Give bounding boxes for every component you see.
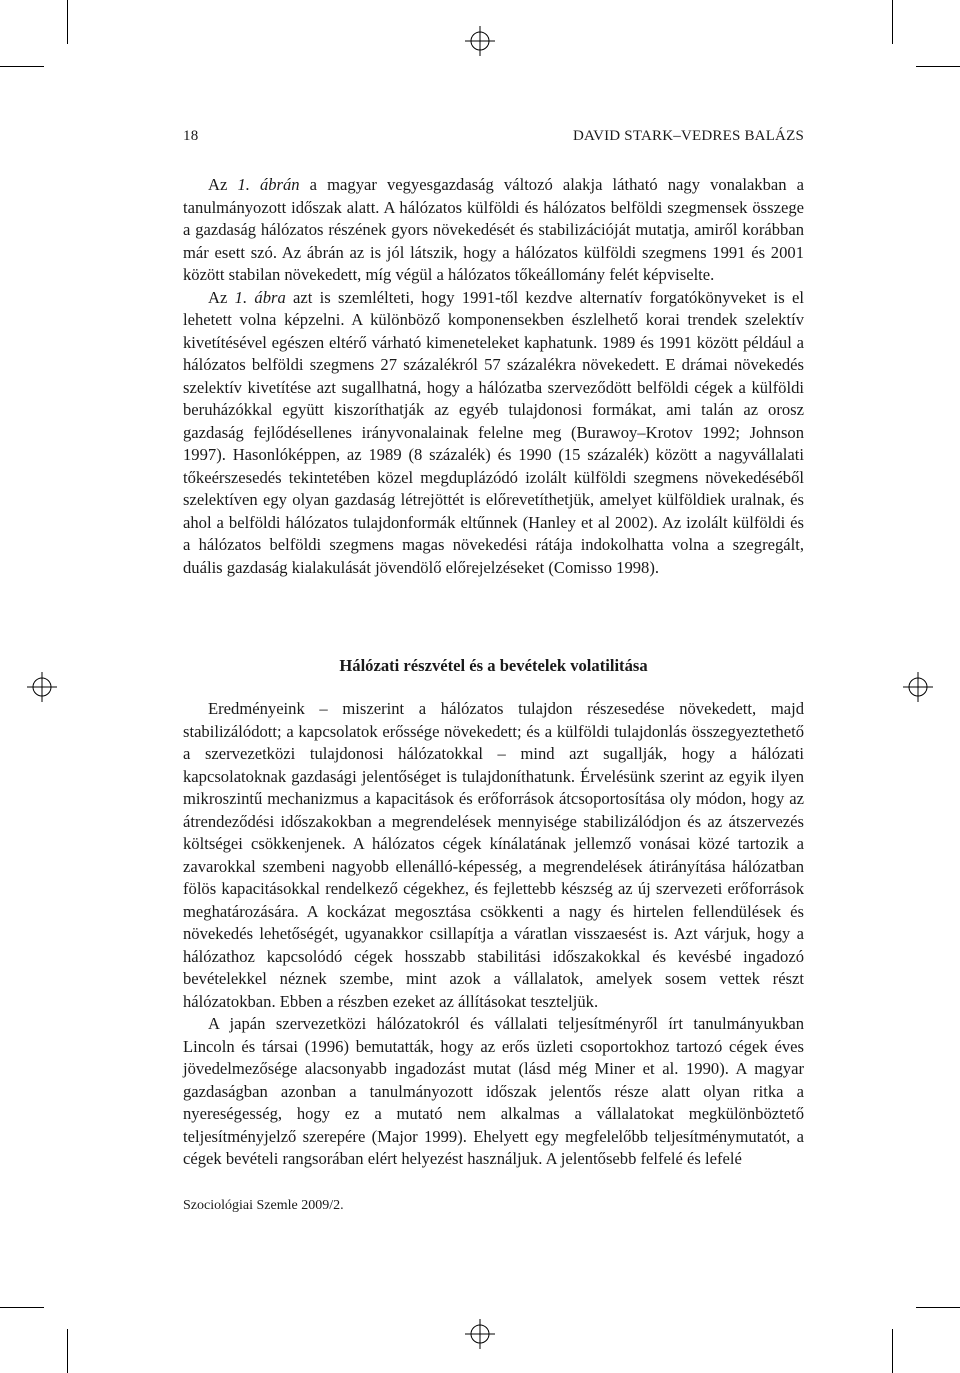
figure-reference: 1. ábrán [237,175,300,194]
crop-mark [916,66,960,67]
crop-mark [0,1307,44,1308]
crop-mark [67,0,68,44]
paragraph: Az 1. ábra azt is szemlélteti, hogy 1991-től kezdve alternatív forgatókönyveket is el lehetett volna képzelni. A különböző komponensekben észlelhető korai trendek szelektív kivetítésével egészen eltérő várható kimeneteleket kaphatunk. 1989 és 1991 között például a hálózatos belföldi szegmens 27 százalékról 57 százalékra növekedett. E drámai növekedés szelektív kivetítése azt sugallhatná, hogy a hálózatba szerveződött belföldi cégek a külföldi beruházókkal együtt kiszoríthatják az egyéb tulajdonosi formákat, ami talán az orosz gazdaság fejlődésellenes irányvonalainak felelne meg (Burawoy–Krotov 1992; Johnson 1997). Hasonlóképpen, az 1989 (8 százalék) és 1990 (15 százalék) között a nagyvállalati tőkeérszesedés tekintetében közel megduplázódó izolált külföldi szegmens növekedéséből szelektíven egy olyan gazdaság létrejöttét is előrevetíthetjük, amelyet külföldiek uralnak, és ahol a belföldi hálózatos tulajdonformák eltűnnek (Hanley et al 2002). Az izolált külföldi és a hálózatos belföldi szegmens magas növekedési rátája indokolhatta volna a szegregált, duális gazdaság kialakulását jövendölő előrejelzéseket (Comisso 1998). [183,287,804,577]
page-number: 18 [183,128,199,144]
crop-mark [892,1329,893,1373]
body-text-top [183,174,804,579]
paragraph: Eredményeink – miszerint a hálózatos tulajdon részesedése növekedett, majd stabilizálódott; a kapcsolatok erőssége növekedett; és a külföldi tulajdonlás összegyeztethető a szervezetközi tulajdonosi hálózatokkal – mind azt sugallják, hogy a hálózati kapcsolatoknak gazdasági jelentőséget is tulajdoníthatunk. Érvelésünk szerint az egyik ilyen mikroszintű mechanizmus a kapacitások és erőforrások átcsoportosítása oly módon, hogy az átrendeződési időszakokban a megrendelések mennyisége stabilizálódjon és az átszervezés költségei csökkenjenek. A hálózatos cégek kínálatának jellemző vonásai közé tartozik a zavarokkal szembeni nagyobb ellenálló-képesség, a megrendelések átirányítása hálózatban fölös kapacitásokkal rendelkező cégekhez, és fejlettebb készség az új szervezeti erőforrások meghatározására. A kockázat megosztása csökkenti a nagy és hirtelen fellendülések és növekedés lehetőségét, ugyanakkor csillapítja a váratlan visszaesést is. Azt várjuk, hogy a hálózathoz kapcsolódó cégek hosszabb stabilitási időszakokkal és kevésbé ingadozó bevételekkel néznek szembe, mint azok a vállalatok, amelyek sosem vettek részt hálózatokban. Ebben a részben ezeket az állításokat teszteljük. [183,699,804,1011]
body-text-bottom [183,698,804,1171]
paragraph: A japán szervezetközi hálózatokról és vállalati teljesítményről írt tanulmányukban Lincoln és társai (1996) bemutatták, hogy az erős üzleti csoportokhoz tartozó cégek éves jövedelmezősége alacsonyabb ingadozást mutat (lásd még Miner et al. 1990). A magyar gazdaságban azonban a tanulmányozott időszak jelentős része alatt olyan ritka a nyereségesség, hogy ez a mutató nem alkalmas a vállalatokat megkülönböztető teljesítményjelző szerepére (Major 1999). Ehelyett egy megfelelőbb teljesítménymutatót, a cégek bevételi rangsorában elért helyezést használjuk. A jelentősebb felfelé és lefelé [183,1014,804,1168]
registration-mark-icon [465,26,495,56]
crop-mark [0,66,44,67]
crop-mark [916,1307,960,1308]
section-heading: Hálózati részvétel és a bevételek volatilitása [339,656,648,675]
registration-mark-icon [27,672,57,702]
registration-mark-icon [903,672,933,702]
running-head: DAVID STARK–VEDRES BALÁZS [572,128,804,144]
journal-footer: Szociológiai Szemle 2009/2. [183,1198,344,1213]
crop-mark [892,0,893,44]
registration-mark-icon [465,1319,495,1349]
figure-reference: 1. ábra [234,287,286,307]
page-header [183,128,804,152]
paragraph: Az 1. ábrán a magyar vegyesgazdaság változó alakja látható nagy vonalakban a tanulmányozott időszak alatt. A hálózatos külföldi és hálózatos belföldi szegmensek összege a gazdaság hálózatos részének gyors növekedését és stabilizációját mutatja, amiről korábban már esett szó. Az ábrán az is jól látszik, hogy a hálózatos külföldi szegmens 1991 és 2001 között stabilan növekedett, míg végül a hálózatos tőkeállomány felét képviselte. [183,175,805,284]
crop-mark [67,1329,68,1373]
